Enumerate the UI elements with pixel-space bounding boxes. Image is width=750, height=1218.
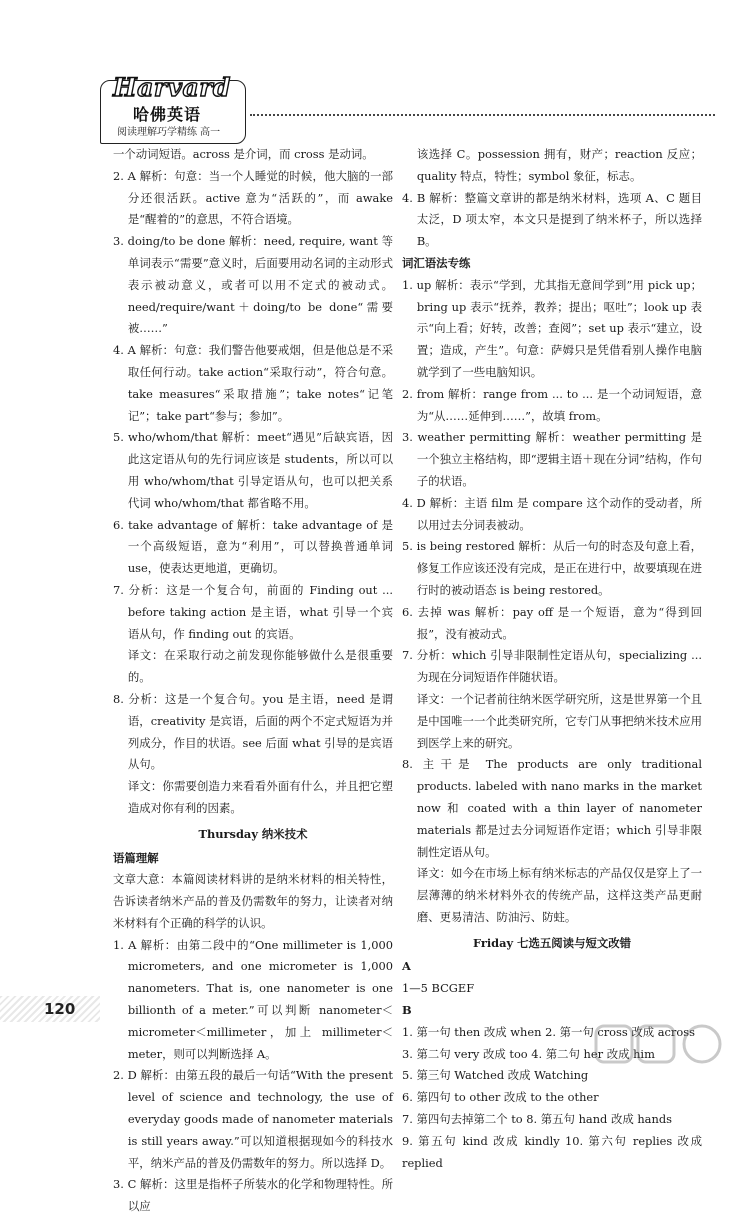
left-paragraph: 3. doing/to be done 解析：need, require, want 等单词表示“需要”意义时，后面要用动名词的主动形式表示被动意义，或者可以用不定式的被动式。need/require/want＋doing/to be done“需要被……”	[113, 234, 393, 336]
book-header	[100, 73, 250, 146]
right-paragraph: 2. from 解析：range from ... to ... 是一个动词短语，意为“从……延伸到……”，故填 from。	[402, 386, 702, 423]
right-paragraph: 5. is being restored 解析：从后一句的时态及句意上看，修复工作应该还没有完成，是正在进行中，故要填现在进行时的被动语态 is being restored。	[402, 539, 702, 597]
right-paragraph: 9. 第五句 kind 改成 kindly 10. 第六句 replies 改成 replied	[402, 1133, 702, 1170]
left-paragraph: 4. A 解析：句意：我们警告他要戒烟，但是他总是不采取任何行动。take action“采取行动”，符合句意。take measures“采取措施”；take notes“记笔记”；take part“参与；参加”。	[113, 343, 393, 423]
brand-logo-en: Harvard	[113, 73, 231, 102]
brand-logo-cn: 哈佛英语	[133, 105, 202, 124]
left-paragraph: 一个动词短语。across 是介词，而 cross 是动词。	[113, 147, 374, 161]
left-paragraph: 5. who/whom/that 解析：meet“遇见”后缺宾语，因此这定语从句的先行词应该是 students，所以可以用 who/whom/that 引导定语从句，也可以把关系代词 who/whom/that 都省略不用。	[113, 430, 393, 510]
left-paragraph: 8. 分析：这是一个复合句。you 是主语，need 是谓语，creativity 是宾语，后面的两个不定式短语为并列成分，作目的状语。see 后面 what 引导的是宾语从句。	[113, 691, 393, 772]
page-number: 120	[44, 1000, 76, 1018]
book-subtitle: 阅读理解巧学精练 高一	[117, 127, 221, 138]
left-paragraph: Thursday 纳米技术	[198, 826, 308, 841]
header-dotted-rule	[250, 114, 715, 116]
right-paragraph: 1—5 BCGEF	[402, 981, 475, 996]
left-paragraph: 2. A 解析：句意：当一个人睡觉的时候，他大脑的一部分还很活跃。active 意为“活跃的”，而 awake 是“醒着的”的意思，不符合语境。	[113, 168, 393, 227]
right-paragraph: 7. 分析：which 引导非限制性定语从句，specializing ... 为现在分词短语作伴随状语。	[402, 648, 702, 685]
right-paragraph: 该选择 C。possession 拥有，财产；reaction 反应；quality 特点，特性；symbol 象征，标志。	[416, 147, 702, 183]
right-paragraph: 1. up 解析：表示“学到，尤其指无意间学到”用 pick up；bring up 表示“抚养，教养；提出；呕吐”；look up 表示“向上看；好转，改善；查阅”；set up 表示“建立，设置；造成，产生”。句意：萨姆只是凭借看别人操作电脑就学到了一些电脑知识。	[402, 277, 702, 379]
left-paragraph: 2. D 解析：由第五段的最后一句话“With the present level of science and technology, the use of everyday goods made of nanometer materials is still years away.”可以知道根据现如今的科技水平，纳米产品的普及仍需数年的努力。所以选择 D。	[113, 1068, 393, 1170]
right-paragraph: 4. B 解析：整篇文章讲的都是纳米材料，选项 A、C 题目太泛，D 项太窄，本文只是提到了纳米杯子，所以选择 B。	[402, 190, 702, 249]
right-paragraph: 7. 第四句去掉第二个 to 8. 第五句 hand 改成 hands	[402, 1112, 672, 1127]
right-paragraph: 5. 第三句 Watched 改成 Watching	[402, 1068, 589, 1083]
brand-logo	[100, 73, 246, 144]
right-paragraph: A	[402, 959, 411, 974]
left-paragraph: 6. take advantage of 解析：take advantage of 是一个高级短语，意为“利用”，可以替换普通单词 use，使表达更地道，更确切。	[113, 517, 393, 576]
right-paragraph: 4. D 解析：主语 film 是 compare 这个动作的受动者，所以用过去分词表被动。	[402, 495, 702, 532]
right-paragraph: Friday 七选五阅读与短文改错	[472, 935, 632, 950]
right-paragraph: 词汇语法专练	[402, 255, 471, 270]
left-paragraph: 3. C 解析：这里是指杯子所装水的化学和物理特性。所以应	[113, 1177, 393, 1214]
left-paragraph: 译文：你需要创造力来看看外面有什么，并且把它塑造成对你有利的因素。	[127, 779, 393, 815]
right-paragraph: B	[402, 1003, 412, 1018]
right-paragraph: 1. 第一句 then 改成 when 2. 第一句 cross 改成 across	[402, 1024, 695, 1039]
right-paragraph: 3. 第二句 very 改成 too 4. 第二句 her 改成 him	[402, 1046, 655, 1061]
right-paragraph: 8. 主干是 The products are only traditional products. labeled with nano marks in the market now 和 coated with a thin layer of nanometer materials 都是过去分词短语作定语；which 引导非限制性定语从句。	[402, 757, 702, 859]
right-paragraph: 3. weather permitting 解析：weather permitting 是一个独立主格结构，即“逻辑主语＋现在分词”结构，作句子的状语。	[402, 430, 702, 488]
right-paragraph: 译文：一个记者前往纳米医学研究所，这是世界第一个且是中国唯一一个此类研究所，它专门从事把纳米技术应用到医学上来的研究。	[416, 691, 702, 750]
right-paragraph: 译文：如今在市场上标有纳米标志的产品仅仅是穿上了一层薄薄的纳米材料外衣的传统产品，这样这类产品更耐磨、更易清洁、防油污、防蛀。	[416, 866, 702, 924]
left-paragraph: 译文：在采取行动之前发现你能够做什么是很重要的。	[127, 648, 393, 685]
left-paragraph: 文章大意：本篇阅读材料讲的是纳米材料的相关特性，告诉读者纳米产品的普及仍需数年的努力，让读者对纳米材料有个正确的科学的认识。	[113, 872, 393, 930]
right-paragraph: 6. 去掉 was 解析：pay off 是一个短语，意为“得到回报”，没有被动式。	[402, 604, 702, 641]
left-paragraph: 语篇理解	[113, 850, 159, 865]
left-column	[113, 144, 393, 1218]
right-column	[402, 144, 702, 1174]
left-paragraph: 1. A 解析：由第二段中的“One millimeter is 1,000 micrometers, and one micrometer is 1,000 nanometers. That is, one nanometer is one billionth of a meter.”可以判断 nanometer＜micrometer＜millimeter，加上 millimeter＜meter，则可以判断选择 A。	[113, 937, 393, 1061]
right-paragraph: 6. 第四句 to other 改成 to the other	[402, 1090, 599, 1105]
watermark-logo	[592, 1022, 742, 1072]
left-paragraph: 7. 分析：这是一个复合句，前面的 Finding out ... before taking action 是主语，what 引导一个宾语从句，作 finding out 的宾语。	[113, 582, 393, 641]
